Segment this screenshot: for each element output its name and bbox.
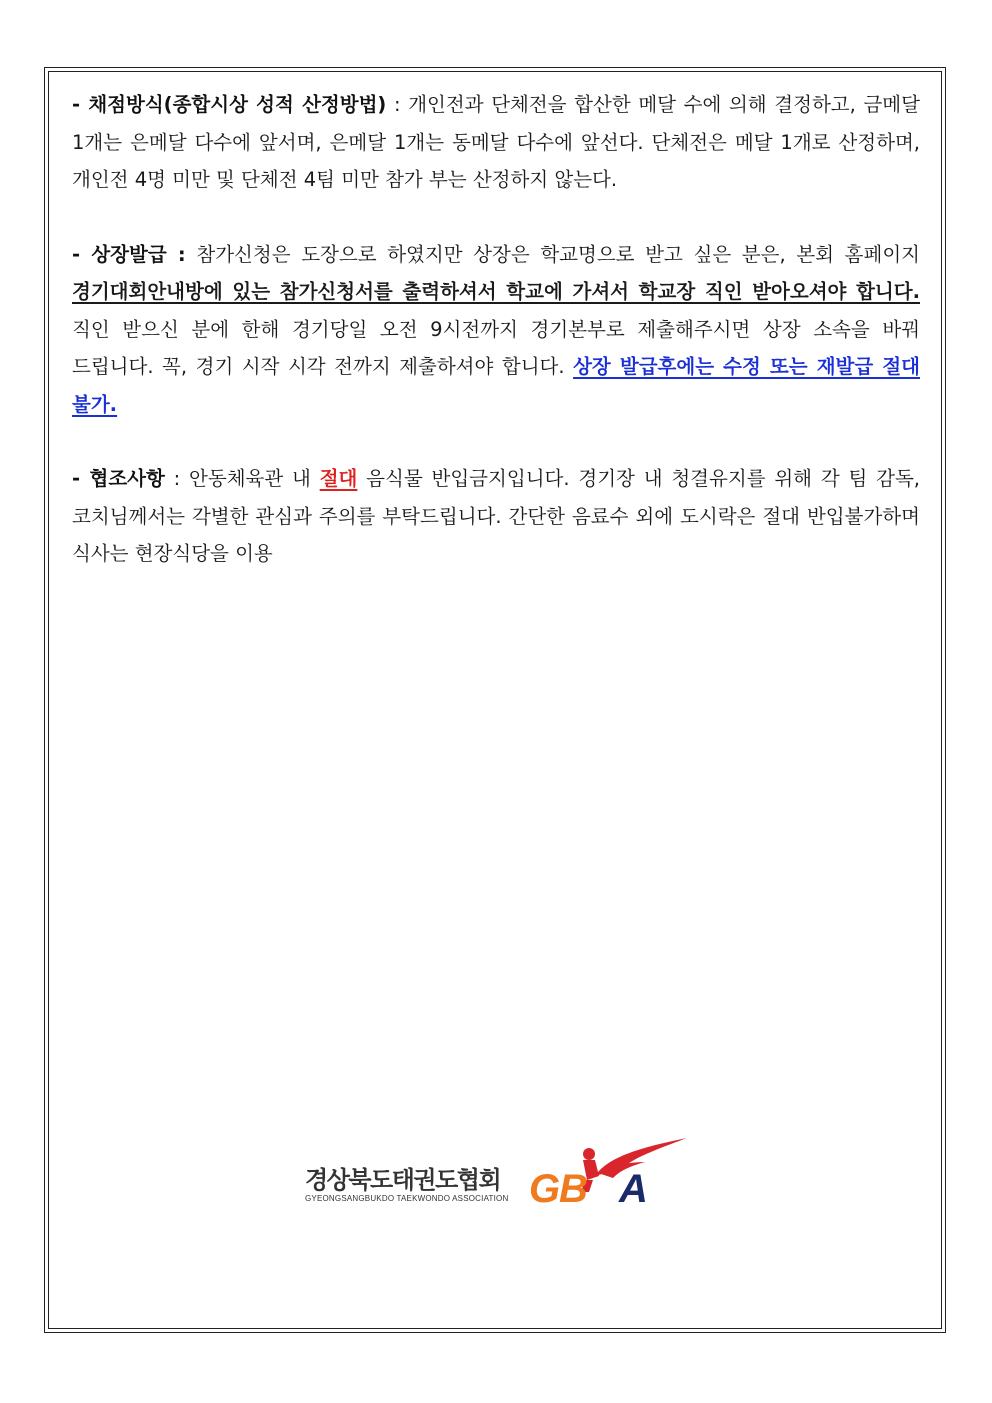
association-wordmark [305,1167,525,1203]
certificate-text-2: 직인 받으신 분에 한해 경기당일 오전 9시전까지 경기본부로 제출해주시면 상장 소속을 바꿔 드립니다. 꼭, 경기 시작 시각 전까지 제출하셔야 합니다. [72,317,920,378]
certificate-paragraph [72,236,920,424]
scoring-heading: - 채점방식(종합시상 성적 산정방법) [72,93,387,116]
cooperation-text-1: : 안동체육관 내 [164,467,320,490]
certificate-emphasis: 경기대회안내방에 있는 참가신청서를 출력하셔서 학교에 가셔서 학교장 직인 받아오셔야 합니다. [72,280,920,303]
association-name-en: GYEONGSANGBUKDO TAEKWONDO ASSOCIATION [305,1194,509,1203]
certificate-text-1: 참가신청은 도장으로 하였지만 상장은 학교명으로 받고 싶은 분은, 본회 홈페이지 [185,242,920,266]
certificate-warning: 상장 발급후에는 수정 또는 재발급 절대 불가. [72,355,920,416]
svg-text:B: B [559,1167,588,1208]
association-logo [305,1136,695,1208]
cooperation-text-2: 음식물 반입금지입니다. 경기장 내 청결유지를 위해 각 팀 감독, 코치님께서는 각별한 관심과 주의를 부탁드립니다. 간단한 음료수 외에 도시락은 절대 반입불가하며 식사는 현장식당을 이용 [72,467,920,565]
cooperation-emphasis: 절대 [319,467,358,490]
svg-text:A: A [619,1167,648,1208]
cooperation-heading: - 협조사항 [72,467,165,490]
scoring-paragraph [72,86,920,199]
association-name-kr: 경상북도태권도협회 [305,1166,501,1194]
svg-text:G: G [529,1167,561,1208]
cooperation-paragraph [72,460,920,573]
scoring-text: : 개인전과 단체전을 합산한 메달 수에 의해 결정하고, 금메달 1개는 은메달 다수에 앞서며, 은메달 1개는 동메달 다수에 앞선다. 단체전은 메달 1개로 산정하며, 개인전 4명 미만 및 단체전 4팀 미만 참가 부는 산정하지 않는다. [72,93,920,191]
certificate-heading: - 상장발급 : [72,242,186,266]
document-body [72,86,920,610]
gbta-emblem-icon [527,1136,692,1208]
